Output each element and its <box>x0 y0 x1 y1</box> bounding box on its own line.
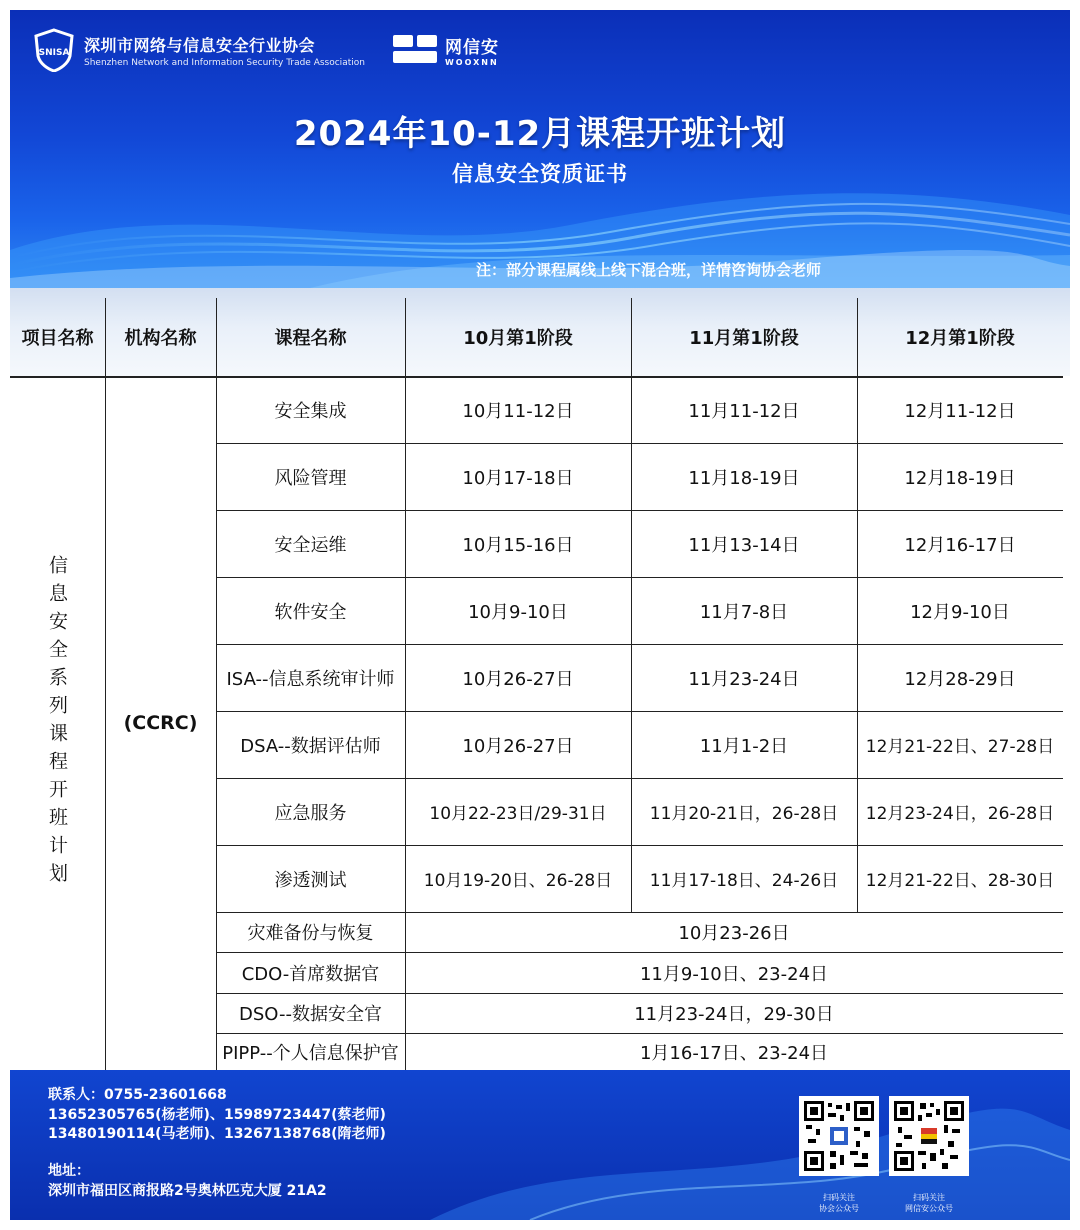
nov-date-cell: 11月18-19日 <box>688 467 800 489</box>
oct-date-cell: 10月17-18日 <box>462 467 574 489</box>
project-name-cell <box>10 376 105 1070</box>
oct-date-cell: 10月19-20日、26-28日 <box>423 871 613 891</box>
grid-line <box>216 443 1063 444</box>
institution-cell: (CCRC) <box>123 712 198 734</box>
nov-date-cell: 11月20-21日，26-28日 <box>649 804 839 824</box>
project-name-text: 信息安全系列课程开班计划 <box>46 555 68 891</box>
dec-date-cell: 12月16-17日 <box>904 534 1016 556</box>
grid-line <box>216 510 1063 511</box>
wooxnn-logo-icon <box>393 35 439 65</box>
footer-contact <box>10 1070 1070 1220</box>
qr-caption-wooxnn <box>884 1192 974 1214</box>
merged-date-cell: 11月9-10日、23-24日 <box>639 963 829 985</box>
qr-caption-line: 网信安公众号 <box>905 1204 953 1213</box>
address-block <box>48 1162 327 1201</box>
page-title: 2024年10-12月课程开班计划 <box>293 114 787 154</box>
dec-date-cell: 12月23-24日，26-28日 <box>865 804 1055 824</box>
grid-line <box>216 1033 1063 1034</box>
course-cell: 灾难备份与恢复 <box>247 923 374 944</box>
org-name-cn: 深圳市网络与信息安全行业协会 <box>84 35 316 55</box>
header-institution: 机构名称 <box>124 328 197 349</box>
qr-caption-line: 协会公众号 <box>819 1204 859 1213</box>
merged-date-cell: 11月23-24日，29-30日 <box>634 1004 834 1025</box>
oct-date-cell: 10月11-12日 <box>462 400 574 422</box>
partner-name-cn: 网信安 <box>444 38 499 58</box>
grid-line <box>631 298 632 912</box>
course-cell: DSO--数据安全官 <box>239 1004 382 1025</box>
qr-caption-line: 扫码关注 <box>913 1193 945 1202</box>
course-cell: 软件安全 <box>274 601 347 623</box>
merged-date-cell: 10月23-26日 <box>678 923 790 944</box>
grid-line <box>216 778 1063 779</box>
oct-date-cell: 10月15-16日 <box>462 534 574 556</box>
dec-date-cell: 12月21-22日、27-28日 <box>865 737 1055 757</box>
nov-date-cell: 11月23-24日 <box>688 668 800 690</box>
course-cell: 安全运维 <box>274 534 347 556</box>
nov-date-cell: 11月17-18日、24-26日 <box>649 871 839 891</box>
page-subtitle: 信息安全资质证书 <box>452 162 628 186</box>
dec-date-cell: 12月11-12日 <box>904 400 1016 422</box>
contact-mobile-1: 13652305765(杨老师)、15989723447(蔡老师) <box>48 1106 386 1123</box>
oct-date-cell: 10月9-10日 <box>468 601 568 623</box>
header-project-name: 项目名称 <box>21 328 94 349</box>
grid-line <box>216 845 1063 846</box>
snisa-abbr: SNISA <box>38 48 70 58</box>
dec-date-cell: 12月9-10日 <box>910 601 1010 623</box>
merged-date-cell: 1月16-17日、23-24日 <box>639 1042 829 1064</box>
contact-block <box>48 1086 386 1145</box>
grid-line <box>216 298 217 1070</box>
contact-phone: 联系人：0755-23601668 <box>48 1087 227 1103</box>
header-dec-phase: 12月第1阶段 <box>905 328 1015 349</box>
nov-date-cell: 11月13-14日 <box>688 534 800 556</box>
header-banner <box>10 10 1070 288</box>
grid-line <box>216 711 1063 712</box>
grid-line <box>405 298 406 1070</box>
qr-caption-line: 扫码关注 <box>823 1193 855 1202</box>
grid-line <box>216 912 1063 913</box>
nov-date-cell: 11月1-2日 <box>699 735 789 757</box>
oct-date-cell: 10月26-27日 <box>462 735 574 757</box>
dec-date-cell: 12月21-22日、28-30日 <box>865 871 1055 891</box>
oct-date-cell: 10月26-27日 <box>462 668 574 690</box>
schedule-note: 注：部分课程属线上线下混合班，详情咨询协会老师 <box>476 261 822 279</box>
grid-line <box>216 644 1063 645</box>
dec-date-cell: 12月28-29日 <box>904 668 1016 690</box>
qr-code-wooxnn[interactable] <box>889 1096 969 1176</box>
qr-code-association[interactable] <box>799 1096 879 1176</box>
address-text: 深圳市福田区商报路2号奥林匹克大厦 21A2 <box>48 1182 327 1199</box>
snisa-shield-icon <box>32 28 76 72</box>
schedule-table <box>10 288 1070 1070</box>
address-label: 地址： <box>48 1163 90 1179</box>
nov-date-cell: 11月7-8日 <box>699 601 789 623</box>
grid-line <box>105 298 106 1070</box>
qr-caption-association <box>794 1192 884 1214</box>
nov-date-cell: 11月11-12日 <box>688 400 800 422</box>
header-nov-phase: 11月第1阶段 <box>689 328 799 349</box>
grid-line <box>216 952 1063 953</box>
course-cell: 应急服务 <box>274 802 347 824</box>
contact-mobile-2: 13480190114(马老师)、13267138768(隋老师) <box>48 1126 386 1142</box>
grid-line <box>10 376 1063 378</box>
grid-line <box>216 993 1063 994</box>
header-course-name: 课程名称 <box>274 328 347 349</box>
course-cell: 渗透测试 <box>274 869 347 891</box>
course-cell: PIPP--个人信息保护官 <box>222 1042 399 1064</box>
grid-line <box>857 298 858 912</box>
partner-logo <box>393 33 499 67</box>
course-cell: ISA--信息系统审计师 <box>226 668 395 690</box>
grid-line <box>216 577 1063 578</box>
dec-date-cell: 12月18-19日 <box>904 467 1016 489</box>
header-oct-phase: 10月第1阶段 <box>463 328 573 349</box>
course-cell: CDO-首席数据官 <box>241 963 380 985</box>
partner-name-en: WOOXNN <box>444 58 499 67</box>
oct-date-cell: 10月22-23日/29-31日 <box>429 804 607 824</box>
course-cell: 风险管理 <box>274 467 347 489</box>
logo-row <box>32 28 499 72</box>
org-name-en: Shenzhen Network and Information Security Trade Association <box>84 57 365 68</box>
course-cell: 安全集成 <box>274 400 347 422</box>
course-cell: DSA--数据评估师 <box>240 735 381 757</box>
